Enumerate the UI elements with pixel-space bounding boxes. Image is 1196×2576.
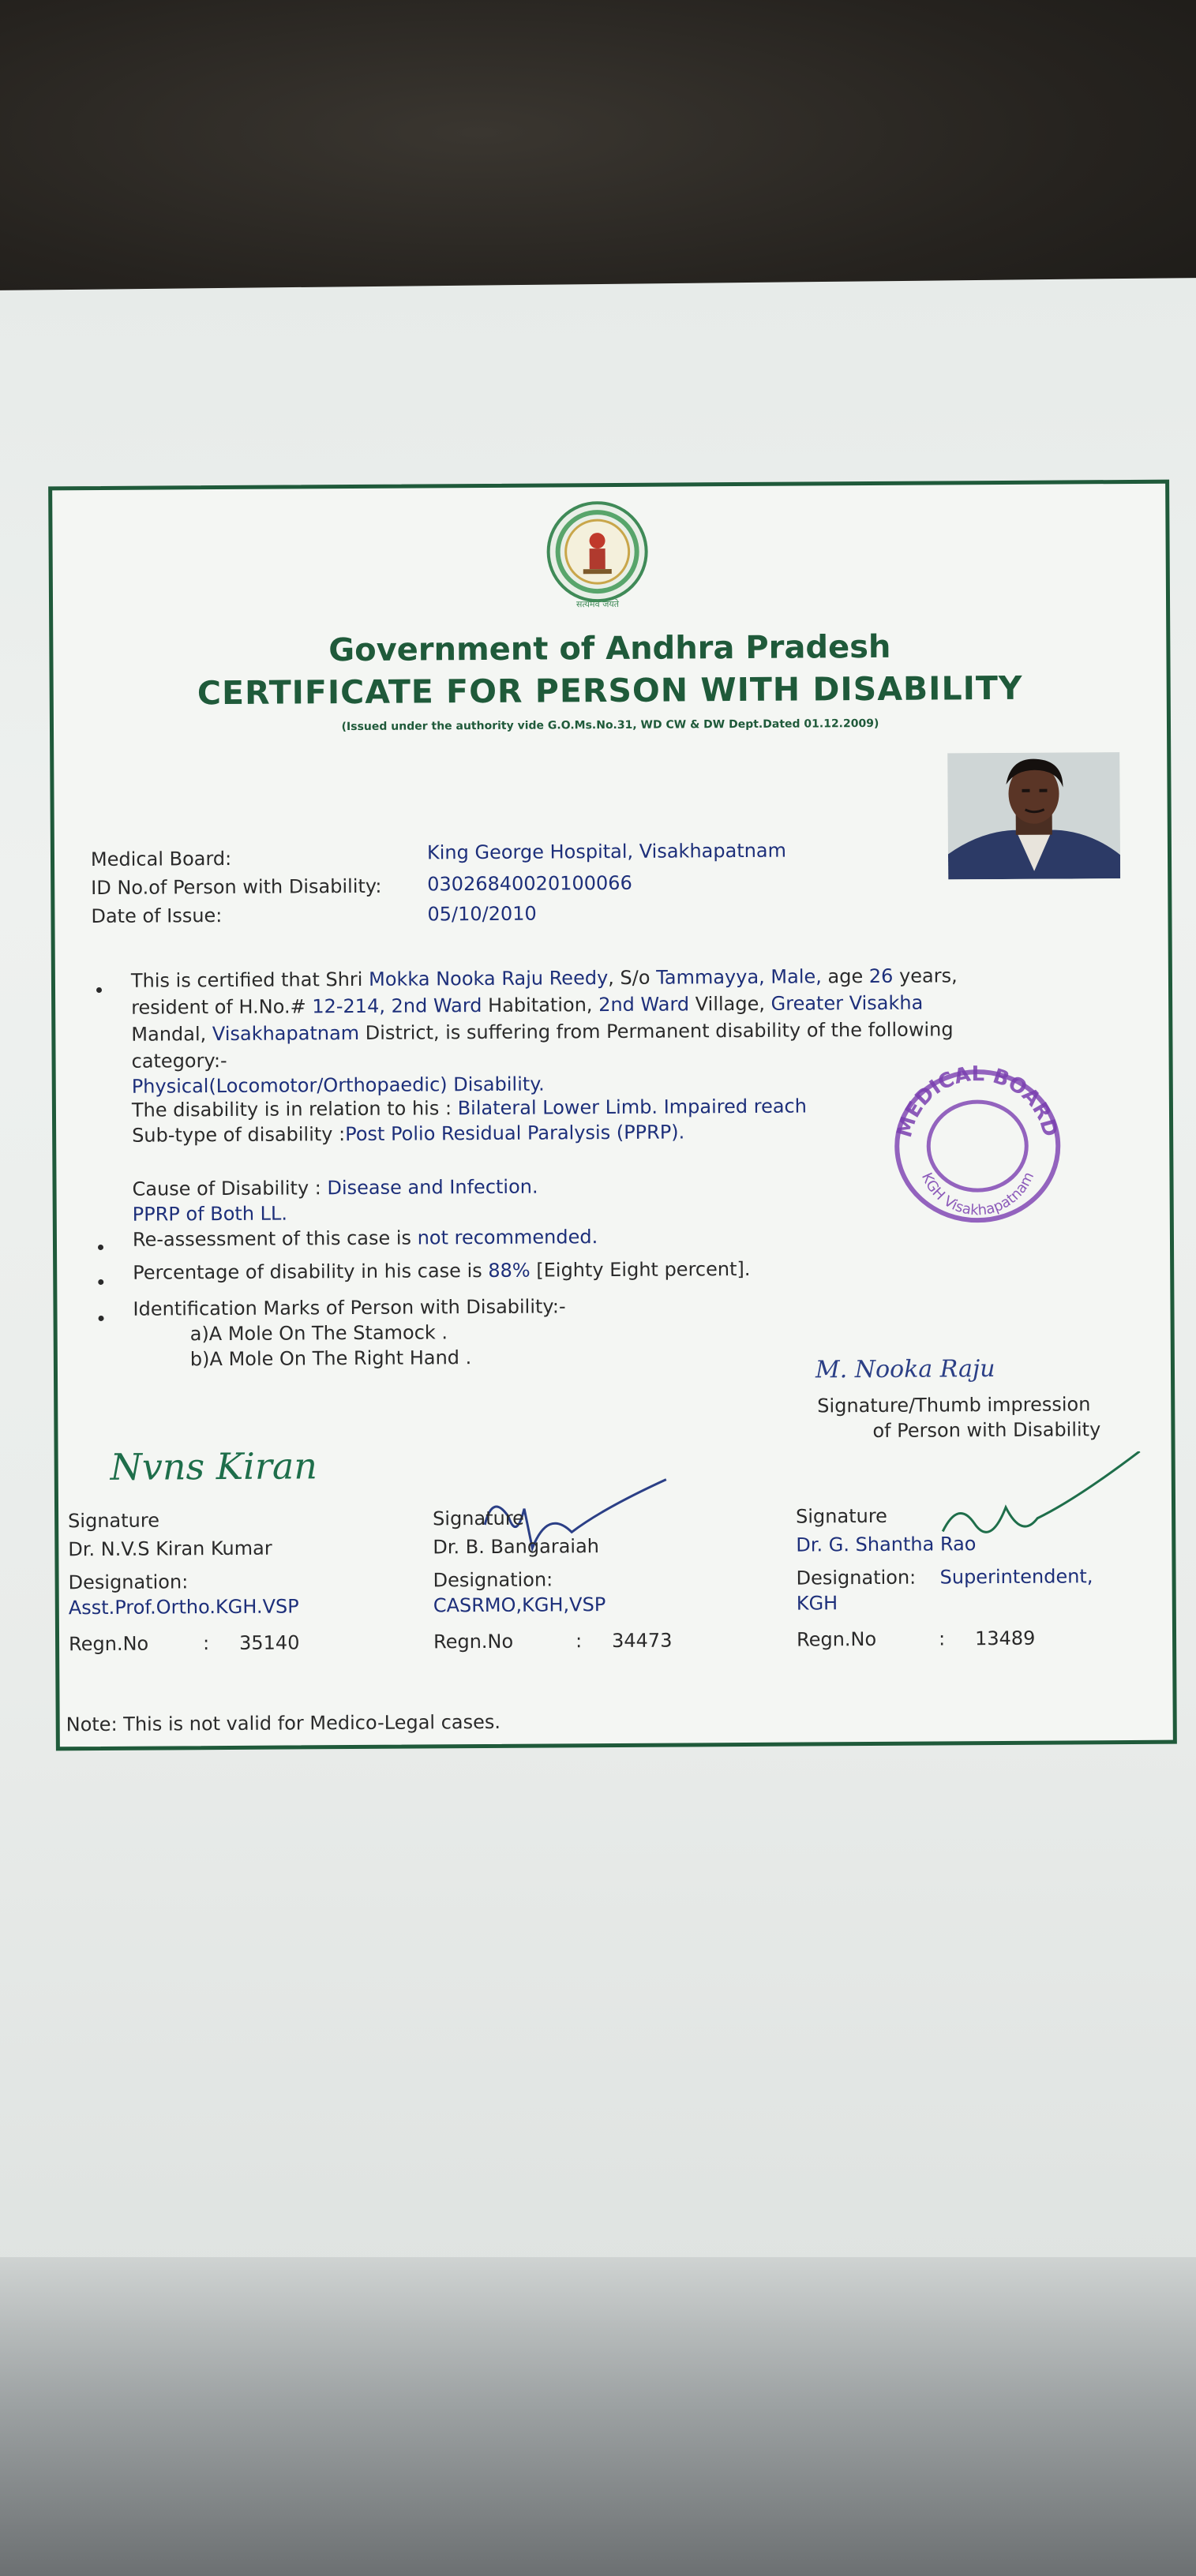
signatory-1-handwritten: Nvns Kiran — [110, 1444, 318, 1488]
medico-legal-note: Note: This is not valid for Medico-Legal cases. — [66, 1710, 501, 1736]
signatory-2-regn-separator: : — [575, 1630, 583, 1653]
signatory-3-signature-label: Signature — [796, 1504, 887, 1528]
percentage-value: 88% — [488, 1259, 531, 1282]
text: The disability is in relation to his : — [131, 1097, 452, 1121]
sleeve-shadow — [0, 2257, 1196, 2576]
reassessment-line — [133, 1224, 598, 1253]
text: Village, — [695, 992, 766, 1016]
bullet — [98, 1279, 103, 1285]
medical-board-value: King George Hospital, Visakhapatnam — [426, 839, 787, 864]
signatory-2-name: Dr. B. Bangaraiah — [433, 1535, 600, 1559]
date-of-issue-value: 05/10/2010 — [427, 902, 537, 926]
signatory-3-designation: Superintendent, — [939, 1565, 1093, 1589]
stamp-top-text: MEDICAL BOARD — [892, 1062, 1063, 1140]
person-name: Mokka Nooka Raju Reedy — [368, 967, 609, 990]
signatory-1-signature-label: Signature — [68, 1509, 159, 1533]
district-value: Visakhapatnam — [212, 1021, 360, 1046]
text: District, is suffering from Permanent disability of the following — [365, 1018, 954, 1044]
identification-marks-label: Identification Marks of Person with Disability:- — [133, 1295, 566, 1320]
id-number-label: ID No.of Person with Disability: — [91, 874, 382, 900]
text: age — [827, 965, 864, 988]
state-emblem-icon — [542, 501, 653, 612]
person-signature-label-2: of Person with Disability — [872, 1418, 1101, 1442]
issued-authority-note: (Issued under the authority vide G.O.Ms.No.31, WD CW & DW Dept.Dated 01.12.2009) — [341, 717, 879, 734]
cause-detail: PPRP of Both LL. — [132, 1202, 288, 1226]
id-number-value: 03026840020100066 — [427, 871, 632, 896]
text: resident of H.No.# — [131, 995, 306, 1019]
certify-line-3 — [131, 1017, 953, 1047]
subtype-value: Post Polio Residual Paralysis (PPRP). — [345, 1121, 685, 1146]
certify-line-2 — [131, 990, 923, 1021]
signatory-2-signature-label: Signature — [433, 1507, 524, 1530]
text: years, — [898, 964, 958, 987]
person-handwritten-signature: M. Nooka Raju — [815, 1355, 995, 1384]
category-heading: category:- — [131, 1049, 227, 1073]
cause-of-disability — [132, 1174, 538, 1203]
certificate-title: CERTIFICATE FOR PERSON WITH DISABILITY — [197, 668, 1023, 713]
house-number: 12-214, 2nd Ward — [312, 994, 482, 1018]
text: This is certified that Shri — [130, 968, 363, 992]
disability-relation — [132, 1093, 807, 1123]
medical-board-label: Medical Board: — [90, 847, 232, 871]
reassessment-value: not recommended. — [417, 1226, 598, 1249]
bullet — [99, 1316, 104, 1321]
government-title: Government of Andhra Pradesh — [328, 628, 891, 669]
text: Percentage of disability in his case is — [133, 1260, 482, 1284]
text: , S/o — [608, 966, 650, 990]
bullet — [98, 1245, 103, 1250]
signatory-3-designation-label: Designation: — [796, 1566, 917, 1589]
text: Re-assessment of this case is — [132, 1226, 412, 1251]
signatory-3-name: Dr. G. Shantha Rao — [796, 1533, 977, 1556]
percentage-words: [Eighty Eight percent]. — [536, 1257, 751, 1282]
text: Habitation, — [488, 994, 593, 1017]
text: Cause of Disability : — [132, 1177, 321, 1200]
habitation-value: 2nd Ward — [598, 993, 690, 1017]
cause-value: Disease and Infection. — [327, 1175, 538, 1200]
signatory-3-regn-separator: : — [938, 1627, 946, 1650]
age-value: 26 — [868, 964, 894, 988]
signatory-2-regn-label: Regn.No — [433, 1630, 514, 1653]
signatory-3-regn-label: Regn.No — [796, 1627, 877, 1651]
signatory-1-regn-separator: : — [202, 1632, 210, 1655]
father-name: Tammayya, Male, — [656, 965, 822, 989]
certify-line-1 — [131, 963, 958, 994]
signatory-3-designation-2: KGH — [796, 1592, 838, 1615]
disability-category: Physical(Locomotor/Orthopaedic) Disability. — [131, 1073, 545, 1098]
emblem-motto: सत्यमेव जयते — [576, 598, 620, 610]
percentage-line — [133, 1256, 750, 1286]
signatory-1-name: Dr. N.V.S Kiran Kumar — [68, 1537, 272, 1561]
signatory-2-designation: CASRMO,KGH,VSP — [433, 1593, 606, 1617]
signatory-1-regn: 35140 — [238, 1631, 300, 1654]
mandal-value: Greater Visakha — [770, 991, 924, 1015]
relation-value: Bilateral Lower Limb. Impaired reach — [457, 1095, 807, 1120]
text: Sub-type of disability : — [132, 1123, 346, 1147]
date-of-issue-label: Date of Issue: — [91, 904, 223, 928]
text: Mandal, — [131, 1023, 207, 1046]
signatory-1-designation-label: Designation: — [68, 1571, 189, 1594]
certificate — [48, 480, 1177, 1751]
person-photo — [947, 752, 1120, 879]
signatory-3-regn: 13489 — [974, 1627, 1036, 1650]
identification-mark-b: b)A Mole On The Right Hand . — [189, 1346, 472, 1371]
signatory-1-regn-label: Regn.No — [68, 1632, 149, 1656]
stamp-bottom-text: KGH Visakhapatnam — [917, 1169, 1038, 1219]
signatory-1-designation: Asst.Prof.Ortho.KGH.VSP — [68, 1595, 299, 1619]
identification-mark-a: a)A Mole On The Stamock . — [189, 1321, 448, 1346]
disability-subtype — [132, 1119, 684, 1148]
bullet — [96, 987, 102, 993]
medical-board-stamp — [887, 1060, 1069, 1226]
signatory-2-regn: 34473 — [611, 1629, 673, 1653]
signatory-2-designation-label: Designation: — [433, 1568, 553, 1592]
person-signature-label-1: Signature/Thumb impression — [817, 1393, 1091, 1417]
